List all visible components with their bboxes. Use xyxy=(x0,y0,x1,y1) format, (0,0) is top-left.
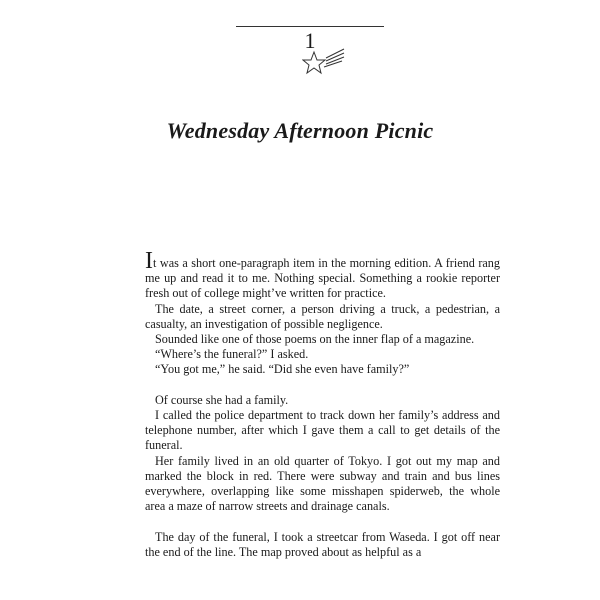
paragraph: Her family lived in an old quarter of Tokyo. I got out my map and marked the block in red. There were subway and train and bus lines everywhere, overlapping like some misshapen spiderweb, the whole area a maze of narrow streets and drainage canals. xyxy=(145,453,500,514)
body-text xyxy=(145,248,500,560)
section-break xyxy=(145,378,500,393)
paragraph xyxy=(145,248,500,302)
paragraph: The date, a street corner, a person driving a truck, a pedestrian, a casualty, an investigation of possible negligence. xyxy=(145,301,500,331)
paragraph: The day of the funeral, I took a streetcar from Waseda. I got off near the end of the line. The map proved about as helpful as a xyxy=(145,529,500,559)
paragraph: “Where’s the funeral?” I asked. xyxy=(155,347,309,362)
paragraph: Sounded like one of those poems on the inner flap of a magazine. xyxy=(155,332,475,347)
section-break xyxy=(145,514,500,529)
star-icon xyxy=(302,46,346,76)
paragraph: “You got me,” he said. “Did she even have family?” xyxy=(155,362,410,377)
chapter-number: 1 xyxy=(304,28,316,53)
chapter-title: Wednesday Afternoon Picnic xyxy=(166,118,434,143)
paragraph: Of course she had a family. xyxy=(155,392,289,407)
header-rule xyxy=(236,26,384,27)
drop-cap: I xyxy=(145,248,153,274)
paragraph-text: t was a short one-paragraph item in the morning edition. A friend rang me up and read it to me. Nothing special. Something a rookie reporter fresh out of college might’ve written for practice. xyxy=(145,256,500,301)
paragraph: I called the police department to track down her family’s address and telephone number, after which I gave them a call to get details of the funeral. xyxy=(145,408,500,453)
